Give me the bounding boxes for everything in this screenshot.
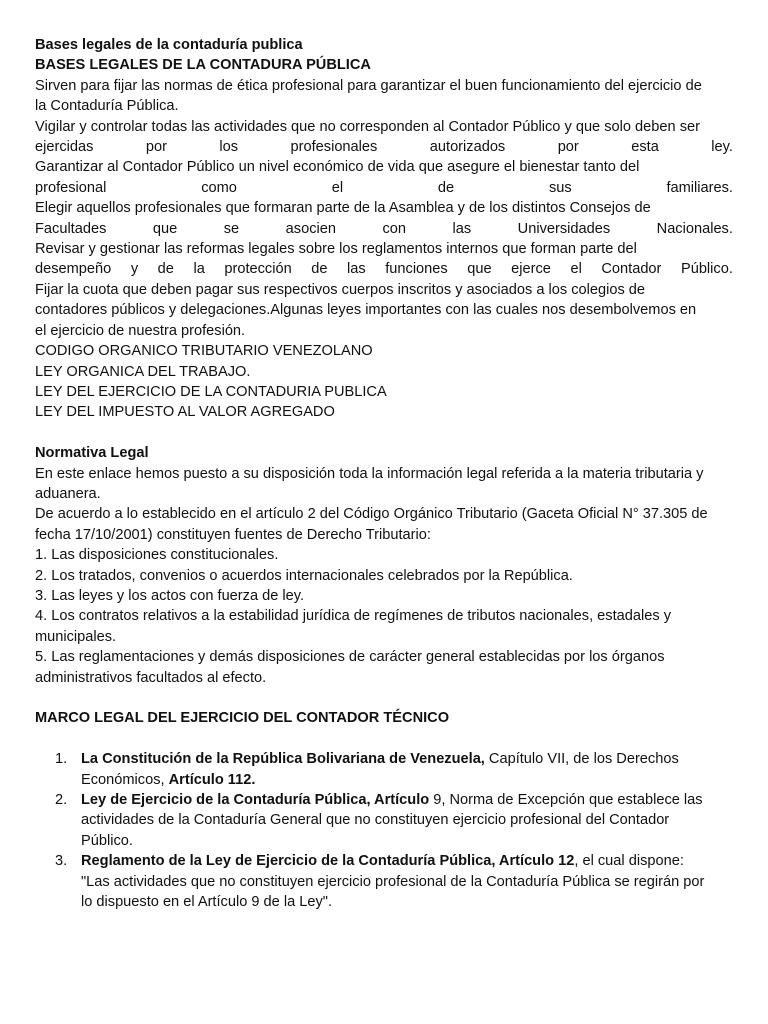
word: profesionales — [290, 139, 378, 156]
word: funciones — [385, 261, 448, 278]
word: esta — [631, 139, 659, 156]
paragraph-line: Elegir aquellos profesionales que formaran parte de la Asamblea y de los distintos Consejos de — [35, 200, 651, 217]
source-item: 4. Los contratos relativos a la estabilidad jurídica de regímenes de tributos nacionales, estadales y — [35, 608, 672, 625]
paragraph-line: Vigilar y controlar todas las actividades que no corresponden al Contador Público y que solo deben ser — [35, 118, 700, 135]
word: por — [145, 139, 167, 156]
paragraph-line: De acuerdo a lo establecido en el artículo 2 del Código Orgánico Tributario (Gaceta Oficial N° 37.305 de — [35, 506, 708, 523]
section-heading-bases: BASES LEGALES DE LA CONTADURA PÚBLICA — [35, 57, 371, 74]
section-heading-normativa: Normativa Legal — [35, 445, 149, 462]
list-item-text: lo dispuesto en el Artículo 9 de la Ley". — [81, 894, 333, 911]
word: de — [311, 261, 328, 278]
source-item-continued: municipales. — [35, 628, 117, 645]
paragraph-line: contadores públicos y delegaciones.Algunas leyes importantes con las cuales nos desembolvemos en — [35, 302, 697, 319]
word: que — [152, 220, 178, 237]
list-item-text: 9, Norma de Excepción que establece las — [429, 791, 703, 808]
paragraph-line: En este enlace hemos puesto a su disposición toda la información legal referida a la materia tributaria y — [35, 465, 704, 482]
list-number: 3. — [55, 853, 68, 870]
word: ejercidas — [35, 139, 94, 156]
word: con — [382, 220, 407, 237]
word: que — [467, 261, 492, 278]
list-item-bold: La Constitución de la República Bolivariana de Venezuela, — [81, 751, 485, 768]
word: los — [219, 139, 239, 156]
source-item-continued: administrativos facultados al efecto. — [35, 669, 267, 686]
word: Nacionales. — [656, 220, 733, 237]
paragraph-line: el ejercicio de nuestra profesión. — [35, 322, 246, 339]
word: profesional — [35, 179, 107, 196]
document-title: Bases legales de la contaduría publica — [35, 37, 303, 53]
list-item-bold: Ley de Ejercicio de la Contaduría Pública, Artículo — [81, 791, 430, 808]
paragraph-line: Fijar la cuota que deben pagar sus respectivos cuerpos inscritos y asociados a los colegios de — [35, 281, 646, 298]
word: Facultades — [35, 220, 107, 237]
list-number: 1. — [55, 751, 68, 768]
paragraph-line: fecha 17/10/2001) constituyen fuentes de Derecho Tributario: — [35, 526, 431, 543]
law-item: LEY DEL EJERCICIO DE LA CONTADURIA PUBLICA — [35, 383, 387, 400]
word: Público. — [680, 261, 733, 278]
blank-line — [35, 729, 733, 749]
word: protección — [224, 261, 292, 278]
word: se — [223, 220, 240, 237]
list-item-text: Público. — [81, 832, 133, 849]
law-item: LEY ORGANICA DEL TRABAJO. — [35, 363, 251, 380]
word: de — [437, 179, 455, 196]
paragraph-line: Revisar y gestionar las reformas legales sobre los reglamentos internos que forman parte del — [35, 241, 637, 258]
paragraph-line: aduanera. — [35, 485, 101, 502]
source-item: 3. Las leyes y los actos con fuerza de ley. — [35, 587, 305, 604]
word: de — [157, 261, 174, 278]
list-item-bold: Artículo 112. — [168, 771, 256, 788]
justified-line — [35, 259, 733, 279]
justified-line — [35, 137, 733, 157]
word: el — [331, 179, 344, 196]
word: sus — [548, 179, 572, 196]
word: la — [193, 261, 205, 278]
list-number: 2. — [55, 791, 68, 808]
word: autorizados — [429, 139, 506, 156]
justified-line — [35, 219, 733, 239]
list-item-text: Capítulo VII, de los Derechos — [484, 751, 679, 768]
list-item — [35, 851, 733, 912]
word: por — [557, 139, 579, 156]
word: desempeño — [35, 261, 112, 278]
justified-line — [35, 178, 733, 198]
list-item-text: actividades de la Contaduría General que no constituyen ejercicio profesional del Contador — [81, 812, 670, 829]
source-item: 2. Los tratados, convenios o acuerdos internacionales celebrados por la República. — [35, 567, 573, 584]
word: Universidades — [517, 220, 611, 237]
word: las — [347, 261, 366, 278]
paragraph-line: la Contaduría Pública. — [35, 98, 179, 115]
paragraph-line: Sirven para fijar las normas de ética profesional para garantizar el buen funcionamiento del ejercicio de — [35, 77, 702, 94]
law-item: CODIGO ORGANICO TRIBUTARIO VENEZOLANO — [35, 343, 373, 360]
source-item: 1. Las disposiciones constitucionales. — [35, 547, 279, 564]
blank-line — [35, 423, 733, 443]
list-item-text: "Las actividades que no constituyen ejercicio profesional de la Contaduría Pública se regirán por — [81, 873, 705, 890]
blank-line — [35, 688, 733, 708]
list-item-text: Económicos, — [81, 771, 169, 788]
word: ley. — [711, 139, 733, 156]
word: familiares. — [666, 179, 733, 196]
document-body — [35, 35, 733, 912]
numbered-list — [35, 749, 733, 912]
paragraph-line: Garantizar al Contador Público un nivel económico de vida que asegure el bienestar tanto del — [35, 159, 640, 176]
word: y — [130, 261, 139, 278]
list-item-bold: Reglamento de la Ley de Ejercicio de la Contaduría Pública, Artículo 12 — [81, 853, 575, 870]
source-item: 5. Las reglamentaciones y demás disposiciones de carácter general establecidas por los órganos — [35, 649, 665, 666]
law-item: LEY DEL IMPUESTO AL VALOR AGREGADO — [35, 404, 335, 421]
word: las — [452, 220, 472, 237]
word: el — [570, 261, 582, 278]
word: asocien — [285, 220, 336, 237]
list-item-text: , el cual dispone: — [574, 853, 684, 870]
word: ejerce — [511, 261, 551, 278]
section-heading-marco-legal: MARCO LEGAL DEL EJERCICIO DEL CONTADOR TÉCNICO — [35, 710, 450, 727]
word: Contador — [601, 261, 662, 278]
list-item — [35, 790, 733, 851]
list-item — [35, 749, 733, 790]
word: como — [201, 179, 237, 196]
